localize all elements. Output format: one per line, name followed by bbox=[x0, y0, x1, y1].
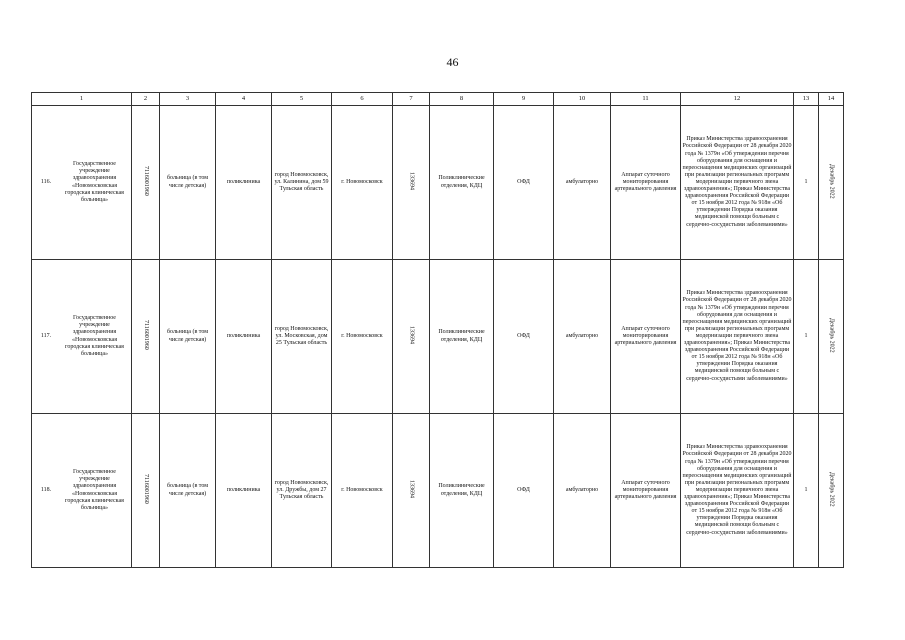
table-row bbox=[32, 260, 844, 414]
facility-type: больница (в том числе детская) bbox=[160, 106, 216, 260]
table-row bbox=[32, 414, 844, 568]
inn-cell bbox=[132, 414, 160, 568]
department: Поликлинические отделения, КДЦ bbox=[430, 106, 494, 260]
facility-type: больница (в том числе детская) bbox=[160, 260, 216, 414]
organization-name: Государственное учреждение здравоохранения «Новомосковская городская клиническая больница» bbox=[65, 315, 124, 357]
row-number: 116. bbox=[40, 178, 52, 185]
date-cell bbox=[819, 260, 844, 414]
unit-type: поликлиника bbox=[216, 260, 272, 414]
quantity: 1 bbox=[794, 414, 819, 568]
row-cell-number-org bbox=[32, 106, 132, 260]
delivery-date: Декабрь 2022 bbox=[828, 471, 835, 507]
ofd: ОФД bbox=[494, 414, 554, 568]
inn-cell bbox=[132, 260, 160, 414]
header-row bbox=[32, 93, 844, 106]
zip-cell bbox=[393, 106, 430, 260]
address: город Новомосковск, ул. Дружбы, дом 27 Тульская область bbox=[272, 414, 332, 568]
date-cell bbox=[819, 414, 844, 568]
care-form: амбулаторно bbox=[554, 260, 611, 414]
page-number: 46 bbox=[446, 55, 459, 69]
column-header: 14 bbox=[819, 93, 844, 106]
column-header: 13 bbox=[794, 93, 819, 106]
legal-basis: Приказ Министерства здравоохранения Российской Федерации от 28 декабря 2020 года № 1379н «Об утверждении перечня оборудования для оснащения и переоснащения медицинских организаций при реализации региональных программ модернизации первичного звена здравоохранения»; Приказ Министерства здравоохранения Российской Федерации от 15 ноября 2012 года № 918н «Об утверждении Порядка оказания медицинской помощи больным с сердечно-сосудистыми заболеваниями» bbox=[681, 260, 794, 414]
date-cell bbox=[819, 106, 844, 260]
address: город Новомосковск, ул. Московская, дом 25 Тульская область bbox=[272, 260, 332, 414]
column-header: 3 bbox=[160, 93, 216, 106]
column-header: 2 bbox=[132, 93, 160, 106]
column-header: 10 bbox=[554, 93, 611, 106]
column-header: 11 bbox=[611, 93, 681, 106]
address: город Новомосковск, ул. Калинина, дом 59 Тульская область bbox=[272, 106, 332, 260]
row-number: 118. bbox=[40, 486, 52, 493]
column-header: 5 bbox=[272, 93, 332, 106]
equipment-name: Аппарат суточного мониторирования артериального давления bbox=[611, 414, 681, 568]
inn-code: 7116001960 bbox=[143, 320, 150, 350]
delivery-date: Декабрь 2022 bbox=[828, 163, 835, 199]
city: г. Новомосковск bbox=[332, 260, 393, 414]
legal-basis: Приказ Министерства здравоохранения Российской Федерации от 28 декабря 2020 года № 1379н «Об утверждении перечня оборудования для оснащения и переоснащения медицинских организаций при реализации региональных программ модернизации первичного звена здравоохранения»; Приказ Министерства здравоохранения Российской Федерации от 15 ноября 2012 года № 918н «Об утверждении Порядка оказания медицинской помощи больным с сердечно-сосудистыми заболеваниями» bbox=[681, 106, 794, 260]
inn-cell bbox=[132, 106, 160, 260]
city: г. Новомосковск bbox=[332, 106, 393, 260]
row-number: 117. bbox=[40, 332, 52, 339]
equipment-name: Аппарат суточного мониторирования артериального давления bbox=[611, 106, 681, 260]
unit-type: поликлиника bbox=[216, 106, 272, 260]
column-header: 7 bbox=[393, 93, 430, 106]
column-header: 6 bbox=[332, 93, 393, 106]
delivery-date: Декабрь 2022 bbox=[828, 317, 835, 353]
ofd: ОФД bbox=[494, 260, 554, 414]
department: Поликлинические отделения, КДЦ bbox=[430, 260, 494, 414]
ofd: ОФД bbox=[494, 106, 554, 260]
zip-cell bbox=[393, 260, 430, 414]
zip-cell bbox=[393, 414, 430, 568]
organization-name: Государственное учреждение здравоохранения «Новомосковская городская клиническая больница» bbox=[65, 469, 124, 511]
organization-name: Государственное учреждение здравоохранения «Новомосковская городская клиническая больница» bbox=[65, 161, 124, 203]
unit-type: поликлиника bbox=[216, 414, 272, 568]
legal-basis: Приказ Министерства здравоохранения Российской Федерации от 28 декабря 2020 года № 1379н «Об утверждении перечня оборудования для оснащения и переоснащения медицинских организаций при реализации региональных программ модернизации первичного звена здравоохранения»; Приказ Министерства здравоохранения Российской Федерации от 15 ноября 2012 года № 918н «Об утверждении Порядка оказания медицинской помощи больным с сердечно-сосудистыми заболеваниями» bbox=[681, 414, 794, 568]
inn-code: 7116001960 bbox=[143, 474, 150, 504]
zip-code: 133694 bbox=[408, 325, 415, 344]
city: г. Новомосковск bbox=[332, 414, 393, 568]
row-cell-number-org bbox=[32, 260, 132, 414]
care-form: амбулаторно bbox=[554, 106, 611, 260]
quantity: 1 bbox=[794, 106, 819, 260]
zip-code: 133694 bbox=[408, 479, 415, 498]
inn-code: 7116001960 bbox=[143, 166, 150, 196]
column-header: 9 bbox=[494, 93, 554, 106]
row-cell-number-org bbox=[32, 414, 132, 568]
table-row bbox=[32, 106, 844, 260]
column-header: 12 bbox=[681, 93, 794, 106]
equipment-table bbox=[31, 92, 844, 568]
equipment-name: Аппарат суточного мониторирования артериального давления bbox=[611, 260, 681, 414]
column-header: 8 bbox=[430, 93, 494, 106]
column-header: 1 bbox=[32, 93, 132, 106]
department: Поликлинические отделения, КДЦ bbox=[430, 414, 494, 568]
quantity: 1 bbox=[794, 260, 819, 414]
column-header: 4 bbox=[216, 93, 272, 106]
facility-type: больница (в том числе детская) bbox=[160, 414, 216, 568]
care-form: амбулаторно bbox=[554, 414, 611, 568]
zip-code: 133694 bbox=[408, 171, 415, 190]
